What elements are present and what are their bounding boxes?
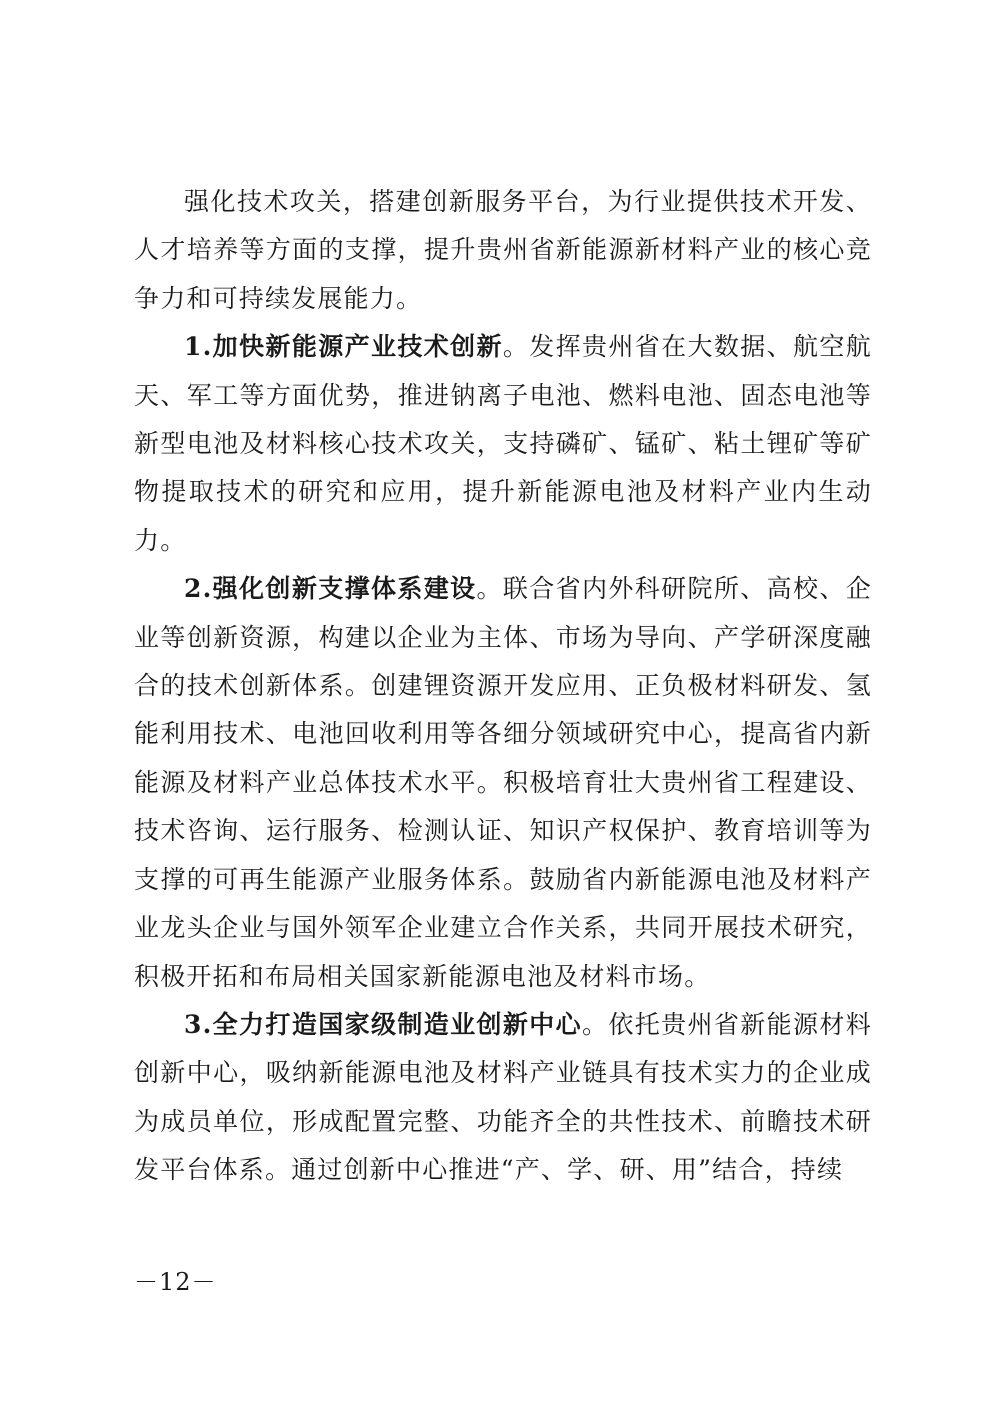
body-text bbox=[134, 178, 872, 1195]
page-number: －12－ bbox=[134, 1268, 217, 1296]
paragraph-heading: 1.加快新能源产业技术创新 bbox=[184, 332, 503, 362]
paragraph-text: 。发挥贵州省在大数据、航空航天、军工等方面优势，推进钠离子电池、燃料电池、固态电池等新型电池及材料核心技术攻关，支持磷矿、锰矿、粘土锂矿等矿物提取技术的研究和应用，提升新能源电池及材料产业内生动力。 bbox=[134, 332, 872, 555]
paragraph-text: 。依托贵州省新能源材料创新中心，吸纳新能源电池及材料产业链具有技术实力的企业成为成员单位，形成配置完整、功能齐全的共性技术、前瞻技术研发平台体系。通过创新中心推进“产、学、研、用”结合，持续 bbox=[134, 1009, 872, 1185]
paragraph-3 bbox=[134, 1001, 872, 1195]
paragraph-2 bbox=[134, 565, 872, 1001]
paragraph-heading: 3.全力打造国家级制造业创新中心 bbox=[184, 1009, 582, 1039]
paragraph-intro bbox=[134, 178, 872, 323]
paragraph-heading: 2.强化创新支撑体系建设 bbox=[184, 574, 477, 604]
paragraph-1 bbox=[134, 323, 872, 565]
paragraph-text: 。联合省内外科研院所、高校、企业等创新资源，构建以企业为主体、市场为导向、产学研深度融合的技术创新体系。创建锂资源开发应用、正负极材料研发、氢能利用技术、电池回收利用等各细分领域研究中心，提高省内新能源及材料产业总体技术水平。积极培育壮大贵州省工程建设、技术咨询、运行服务、检测认证、知识产权保护、教育培训等为支撑的可再生能源产业服务体系。鼓励省内新能源电池及材料产业龙头企业与国外领军企业建立合作关系，共同开展技术研究，积极开拓和布局相关国家新能源电池及材料市场。 bbox=[134, 574, 872, 991]
paragraph-text: 强化技术攻关，搭建创新服务平台，为行业提供技术开发、人才培养等方面的支撑，提升贵州省新能源新材料产业的核心竞争力和可持续发展能力。 bbox=[134, 187, 872, 313]
